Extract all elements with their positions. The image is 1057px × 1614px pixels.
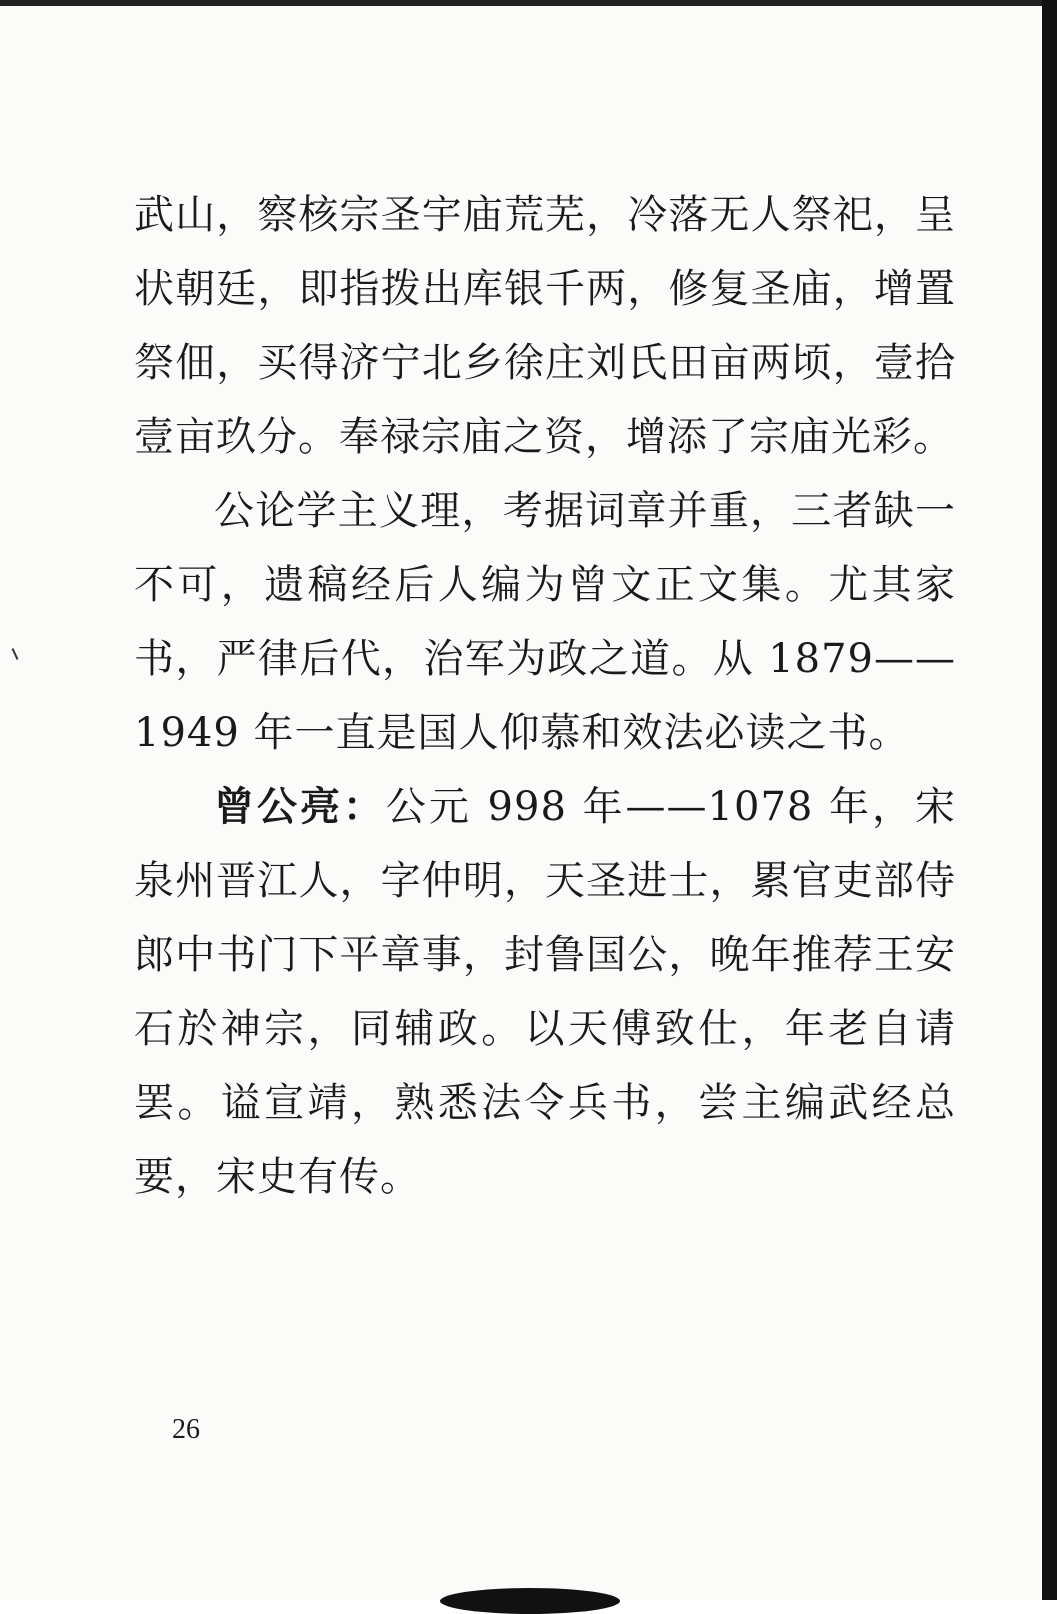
scan-speck	[12, 648, 19, 660]
paragraph-scholarship: 公论学主义理，考据词章并重，三者缺一不可，遗稿经后人编为曾文正文集。尤其家书，严律后代，治军为政之道。从 1879——1949 年一直是国人仰慕和效法必读之书。	[134, 488, 956, 756]
page-body-text	[134, 178, 956, 1214]
page-number: 26	[172, 1414, 200, 1445]
scan-edge-right	[1042, 0, 1057, 1600]
scan-edge-bottom	[440, 1588, 620, 1614]
entry-body: 公元 998 年——1078 年，宋泉州晋江人，字仲明，天圣进士，累官吏部侍郎中书门下平章事，封鲁国公，晚年推荐王安石於神宗，同辅政。以天傅致仕，年老自请罢。谥宣靖，熟悉法令兵书，尝主编武经总要，宋史有传。	[134, 784, 956, 1200]
paragraph-zeng-gongliang	[134, 770, 956, 1214]
paragraph-continuation: 武山，察核宗圣宇庙荒芜，冷落无人祭祀，呈状朝廷，即指拨出库银千两，修复圣庙，增置祭佃，买得济宁北乡徐庄刘氏田亩两顷，壹拾壹亩玖分。奉禄宗庙之资，增添了宗庙光彩。	[134, 192, 956, 460]
scan-edge-top	[0, 0, 1057, 6]
entry-heading-term: 曾公亮：	[214, 784, 386, 830]
